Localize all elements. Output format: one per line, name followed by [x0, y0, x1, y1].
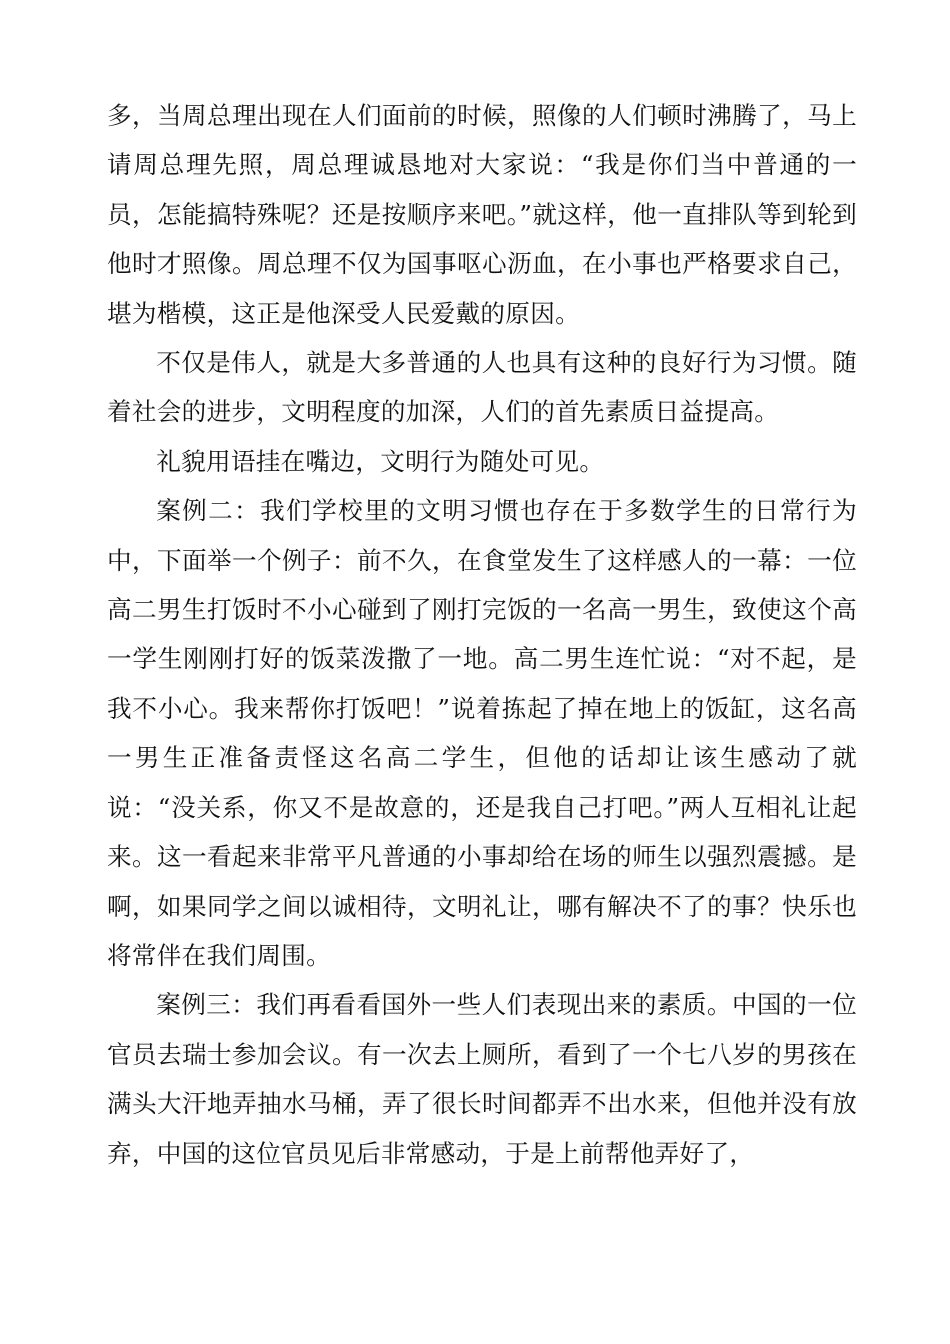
paragraph-1: 多，当周总理出现在人们面前的时候，照像的人们顿时沸腾了，马上请周总理先照，周总理诚恳地对大家说：“我是你们当中普通的一员，怎能搞特殊呢？还是按顺序来吧。”就这样，他一直排队等到轮到他时才照像。周总理不仅为国事呕心沥血，在小事也严格要求自己，堪为楷模，这正是他深受人民爱戴的原因。	[107, 101, 857, 328]
paragraph-4: 案例二：我们学校里的文明习惯也存在于多数学生的日常行为中，下面举一个例子：前不久，在食堂发生了这样感人的一幕：一位高二男生打饭时不小心碰到了刚打完饭的一名高一男生，致使这个高一学生刚刚打好的饭菜泼撒了一地。高二男生连忙说：“对不起，是我不小心。我来帮你打饭吧！”说着拣起了掉在地上的饭缸，这名高一男生正准备责怪这名高二学生，但他的话却让该生感动了就说：“没关系，你又不是故意的，还是我自己打吧。”两人互相礼让起来。这一看起来非常平凡普通的小事却给在场的师生以强烈震撼。是啊，如果同学之间以诚相待，文明礼让，哪有解决不了的事？快乐也将常伴在我们周围。	[107, 496, 857, 970]
paragraph-2: 不仅是伟人，就是大多普通的人也具有这种的良好行为习惯。随着社会的进步，文明程度的加深，人们的首先素质日益提高。	[107, 348, 857, 427]
paragraph-3: 礼貌用语挂在嘴边，文明行为随处可见。	[156, 446, 605, 476]
document-body	[107, 91, 857, 1178]
paragraph-5: 案例三：我们再看看国外一些人们表现出来的素质。中国的一位官员去瑞士参加会议。有一次去上厕所，看到了一个七八岁的男孩在满头大汗地弄抽水马桶，弄了很长时间都弄不出水来，但他并没有放弃，中国的这位官员见后非常感动，于是上前帮他弄好了，	[107, 990, 857, 1168]
